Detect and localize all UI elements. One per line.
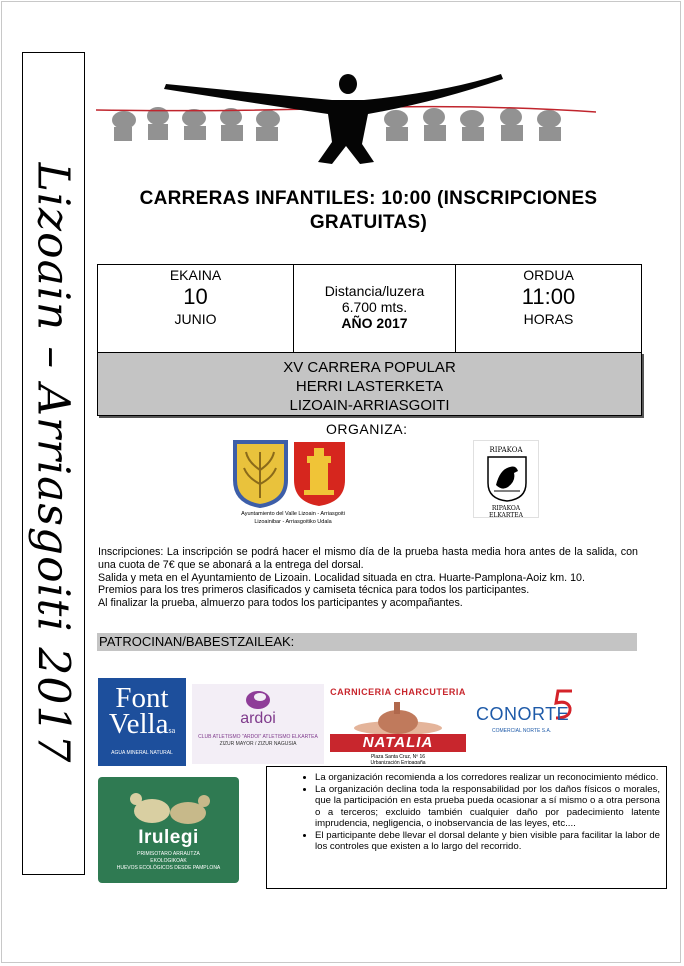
distance-label: Distancia/luzera [324, 283, 425, 299]
event-line-1: XV CARRERA POPULAR [283, 359, 456, 376]
ardoi-emblem-icon [244, 688, 272, 710]
conorte-logo: CONORTE COMERCIAL NORTE S.A. [474, 688, 592, 740]
ripakoa-bottom-text: RIPAKOA ELKARTEA [488, 505, 524, 519]
rule-item: • El participante debe llevar el dorsal delante y bien visible para facilitar la labor de los controles que existen a lo largo del recorrido. [315, 830, 660, 853]
event-line-2: HERRI LASTERKETA [295, 378, 444, 395]
ham-icon [352, 700, 444, 736]
time-label: HORAS [523, 311, 574, 327]
natalia-logo: CARNICERIA CHARCUTERIA NATALIA Plaza Santa Cruz, Nº 16 Urbanización Erripagaña [328, 684, 468, 764]
time-label-basque: ORDUA [523, 267, 574, 283]
date-month-basque: EKAINA [169, 267, 222, 283]
ardoi-logo: ardoi CLUB ATLETISMO "ARDOI" ATLETISMO ELKARTEA ZIZUR MAYOR / ZIZUR NAGUSIA [192, 684, 324, 764]
year-label: AÑO 2017 [341, 315, 408, 331]
ayuntamiento-caption: Ayuntamiento del Valle Lizoain - Arriasgoiti Lizoainibar - Arriasgoitiko Udala [241, 511, 345, 525]
date-cell [98, 265, 294, 352]
organiza-label: ORGANIZA: [326, 421, 408, 437]
coat-of-arms-icon [228, 440, 358, 508]
lunch-paragraph: Al finalizar la prueba, almuerzo para todos los participantes y acompañantes. [98, 597, 463, 610]
side-title: Lizoain – Arriasgoiti 2017 [27, 162, 79, 764]
rule-item: • La organización declina toda la responsabilidad por los daños físicos o morales, que la participación en esta prueba pueda ocasionar a sí mismo o a otra persona o a terceros; excluido también cualquier daño por padecimiento latente imprudencia, negligencia, o inobservancia de las leyes, etc.... [315, 784, 660, 830]
ayuntamiento-logo [228, 440, 358, 530]
registration-paragraph: Inscripciones: La inscripción se podrá hacer el mismo día de la prueba hasta media hora antes de la salida, con una cuota de 7€ que se abonará a la entrega del dorsal. [98, 546, 638, 571]
location-paragraph: Salida y meta en el Ayuntamiento de Lizoain. Localidad situada en ctra. Huarte-Pamplona-Aoiz km. 10. [98, 571, 585, 584]
registration-info [98, 546, 638, 610]
irulegi-logo: Irulegi PRIMISOTARO ARRAUTZA EKOLOGIKOAK HUEVOS ECOLÓGICOS DESDE PAMPLONA [98, 777, 239, 883]
time-value: 11:00 [521, 284, 576, 309]
rule-item: • La organización recomienda a los corredores realizar un reconocimiento médico. [315, 772, 660, 784]
time-cell [456, 265, 641, 352]
event-name-box [97, 352, 642, 416]
ripakoa-top-text: RIPAKOA [489, 446, 523, 454]
prizes-paragraph: Premios para los tres primeros clasificados y camiseta técnica para todos los participantes. [98, 584, 530, 597]
event-line-3: LIZOAIN-ARRIASGOITI [289, 397, 450, 414]
page-title: CARRERAS INFANTILES: 10:00 (INSCRIPCIONES GRATUITAS) [139, 188, 598, 233]
rules-box [266, 766, 667, 889]
bird-emblem-icon [486, 455, 528, 503]
date-month: JUNIO [174, 311, 217, 327]
distance-value: 6.700 mts. [341, 299, 408, 315]
fontvella-logo: Font Vellasa AGUA MINERAL NATURAL [98, 678, 186, 766]
ripakoa-logo [473, 440, 539, 518]
info-table [97, 264, 642, 353]
rules-list [267, 767, 666, 853]
hens-icon [122, 785, 216, 827]
date-day: 10 [183, 284, 208, 309]
sponsors-header: PATROCINAN/BABESTZAILEAK: [97, 633, 637, 651]
distance-cell [294, 265, 456, 352]
runners-banner-image [96, 72, 596, 164]
